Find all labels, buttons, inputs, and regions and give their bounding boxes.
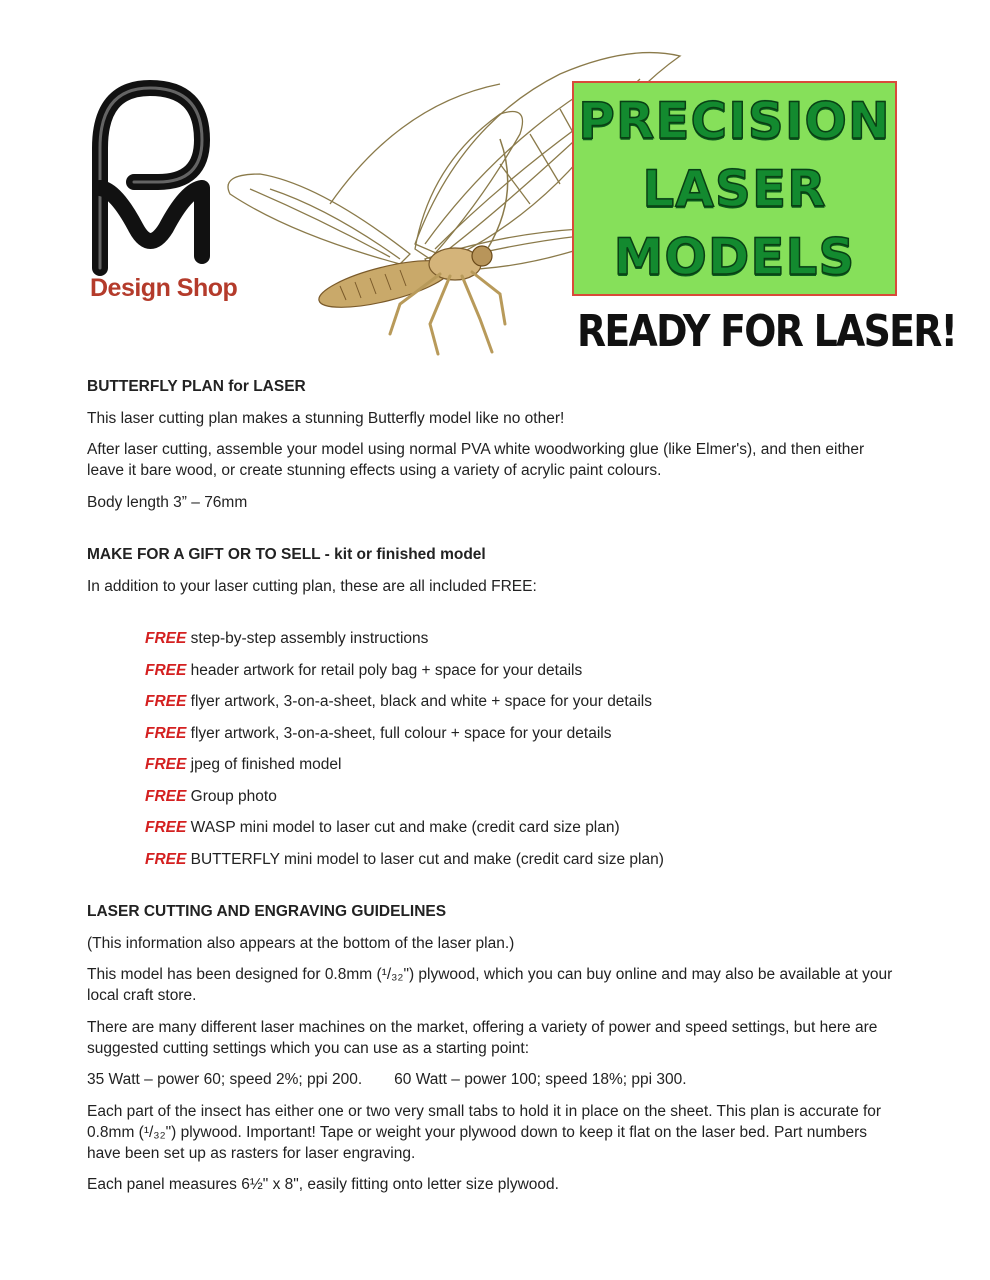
list-item: FREE Group photo [145,787,277,805]
paragraph: Each part of the insect has either one or two very small tabs to hold it in place on the sheet. This plan is accurate for 0.8mm (¹/₃₂") plywood. Important! Tape or weight your plywood down to keep it flat on the laser bed. Part numbers have been set up as rasters for laser engraving. [87,1102,882,1162]
setting-60w: 60 Watt – power 100; speed 18%; ppi 300. [394,1071,687,1088]
setting-35w: 35 Watt – power 60; speed 2%; ppi 200. [87,1071,363,1088]
paragraph: (This information also appears at the bottom of the laser plan.) [87,934,515,952]
free-label: FREE [145,787,187,805]
paragraph: This laser cutting plan makes a stunning Butterfly model like no other! [87,409,565,427]
badge-line-3: MODELS [613,227,856,286]
paragraph: Each panel measures 6½" x 8", easily fitting onto letter size plywood. [87,1176,559,1193]
list-item: FREE flyer artwork, 3-on-a-sheet, black and white + space for your details [145,693,652,710]
list-item: FREE WASP mini model to laser cut and make (credit card size plan) [145,819,620,836]
precision-laser-models-badge [572,81,897,296]
list-item: FREE header artwork for retail poly bag + space for your details [145,661,583,679]
list-item: FREE BUTTERFLY mini model to laser cut and make (credit card size plan) [145,850,664,868]
paragraph: There are many different laser machines on the market, offering a variety of power and speed settings, but here are suggested cutting settings which you can use as a starting point: [87,1018,878,1057]
free-label: FREE [145,724,187,742]
free-label: FREE [145,661,187,679]
section-heading: BUTTERFLY PLAN for LASER [87,378,306,395]
paragraph: This model has been designed for 0.8mm (¹/₃₂") plywood, which you can buy online and may also be available at your local craft store. [87,966,893,1004]
free-label: FREE [145,693,187,710]
list-item: FREE flyer artwork, 3-on-a-sheet, full colour + space for your details [145,724,612,742]
list-item: FREE step-by-step assembly instructions [145,630,429,647]
list-item: FREE jpeg of finished model [145,756,342,773]
section-heading: MAKE FOR A GIFT OR TO SELL - kit or finished model [87,546,486,563]
badge-line-2: LASER [642,159,827,218]
free-label: FREE [145,850,187,868]
free-label: FREE [145,756,187,773]
free-label: FREE [145,819,187,836]
laser-settings-line [87,1069,902,1090]
document-body [87,376,902,1206]
free-items-list [87,628,902,870]
paragraph: After laser cutting, assemble your model using normal PVA white woodworking glue (like Elmer's), and then either leave it bare wood, or create stunning effects using a variety of acrylic paint colours. [87,441,865,479]
badge-line-1: PRECISION [578,91,891,150]
section-heading: LASER CUTTING AND ENGRAVING GUIDELINES [87,903,447,920]
ready-for-laser-banner: READY FOR LASER! [577,306,957,357]
free-label: FREE [145,630,187,647]
logo-subtitle: Design Shop [90,274,238,302]
paragraph: In addition to your laser cutting plan, these are all included FREE: [87,577,537,595]
paragraph: Body length 3” – 76mm [87,493,248,511]
